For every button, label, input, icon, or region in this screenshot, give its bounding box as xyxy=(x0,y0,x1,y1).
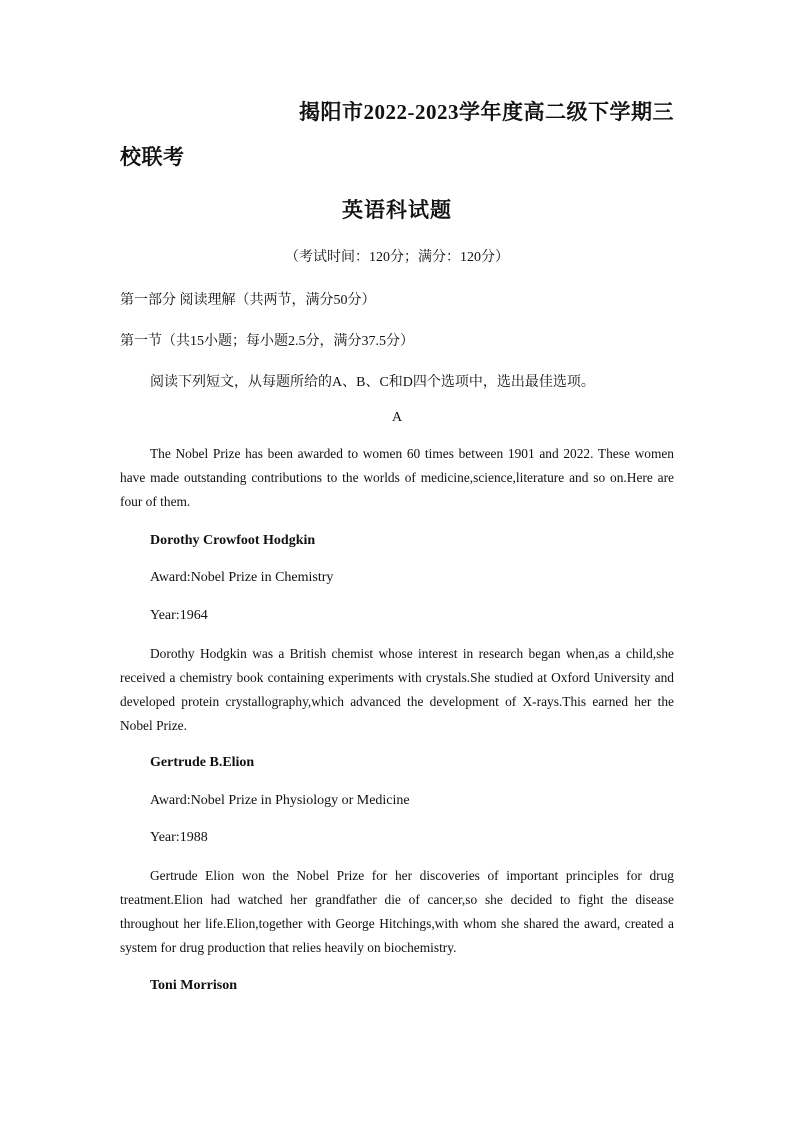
person-award: Award:Nobel Prize in Chemistry xyxy=(150,570,334,585)
person-bio: Gertrude Elion won the Nobel Prize for her discoveries of important principles for drug treatment.Elion had watched her grandfather die of cancer,so she decided to fight the disease throughout her life.Elion,together with George Hitchings,with whom she shared the award, created a system for drug production that relies heavily on biochemistry. xyxy=(120,868,674,955)
directions-text: 阅读下列短文，从每题所给的A、B、C和D四个选项中，选出最佳选项。 xyxy=(150,375,595,390)
passage-intro: The Nobel Prize has been awarded to women 60 times between 1901 and 2022. These women have made outstanding contributions to the worlds of medicine,science,literature and so on.Here are four of them. xyxy=(120,446,674,509)
person-name: Toni Morrison xyxy=(150,978,237,993)
exam-info: （考试时间：120分；满分：120分） xyxy=(285,250,509,265)
person-year: Year:1964 xyxy=(150,608,208,623)
person-name: Gertrude B.Elion xyxy=(150,755,255,770)
passage-label: A xyxy=(391,410,403,425)
document-title-line1: 揭阳市2022-2023学年度高二级下学期三 xyxy=(299,100,674,124)
person-award: Award:Nobel Prize in Physiology or Medicine xyxy=(150,793,410,808)
person-year: Year:1988 xyxy=(150,830,208,845)
document-title-line2: 校联考 xyxy=(120,145,185,169)
part-heading: 第一部分 阅读理解（共两节，满分50分） xyxy=(120,293,376,308)
person-name: Dorothy Crowfoot Hodgkin xyxy=(150,533,316,548)
person-bio: Dorothy Hodgkin was a British chemist whose interest in research began when,as a child,she received a chemistry book containing experiments with crystals.She studied at Oxford University and developed protein crystallography,which advanced the development of X-rays.This earned her the Nobel Prize. xyxy=(120,646,674,733)
section-heading: 第一节（共15小题；每小题2.5分，满分37.5分） xyxy=(120,334,414,349)
document-subtitle: 英语科试题 xyxy=(342,198,452,222)
